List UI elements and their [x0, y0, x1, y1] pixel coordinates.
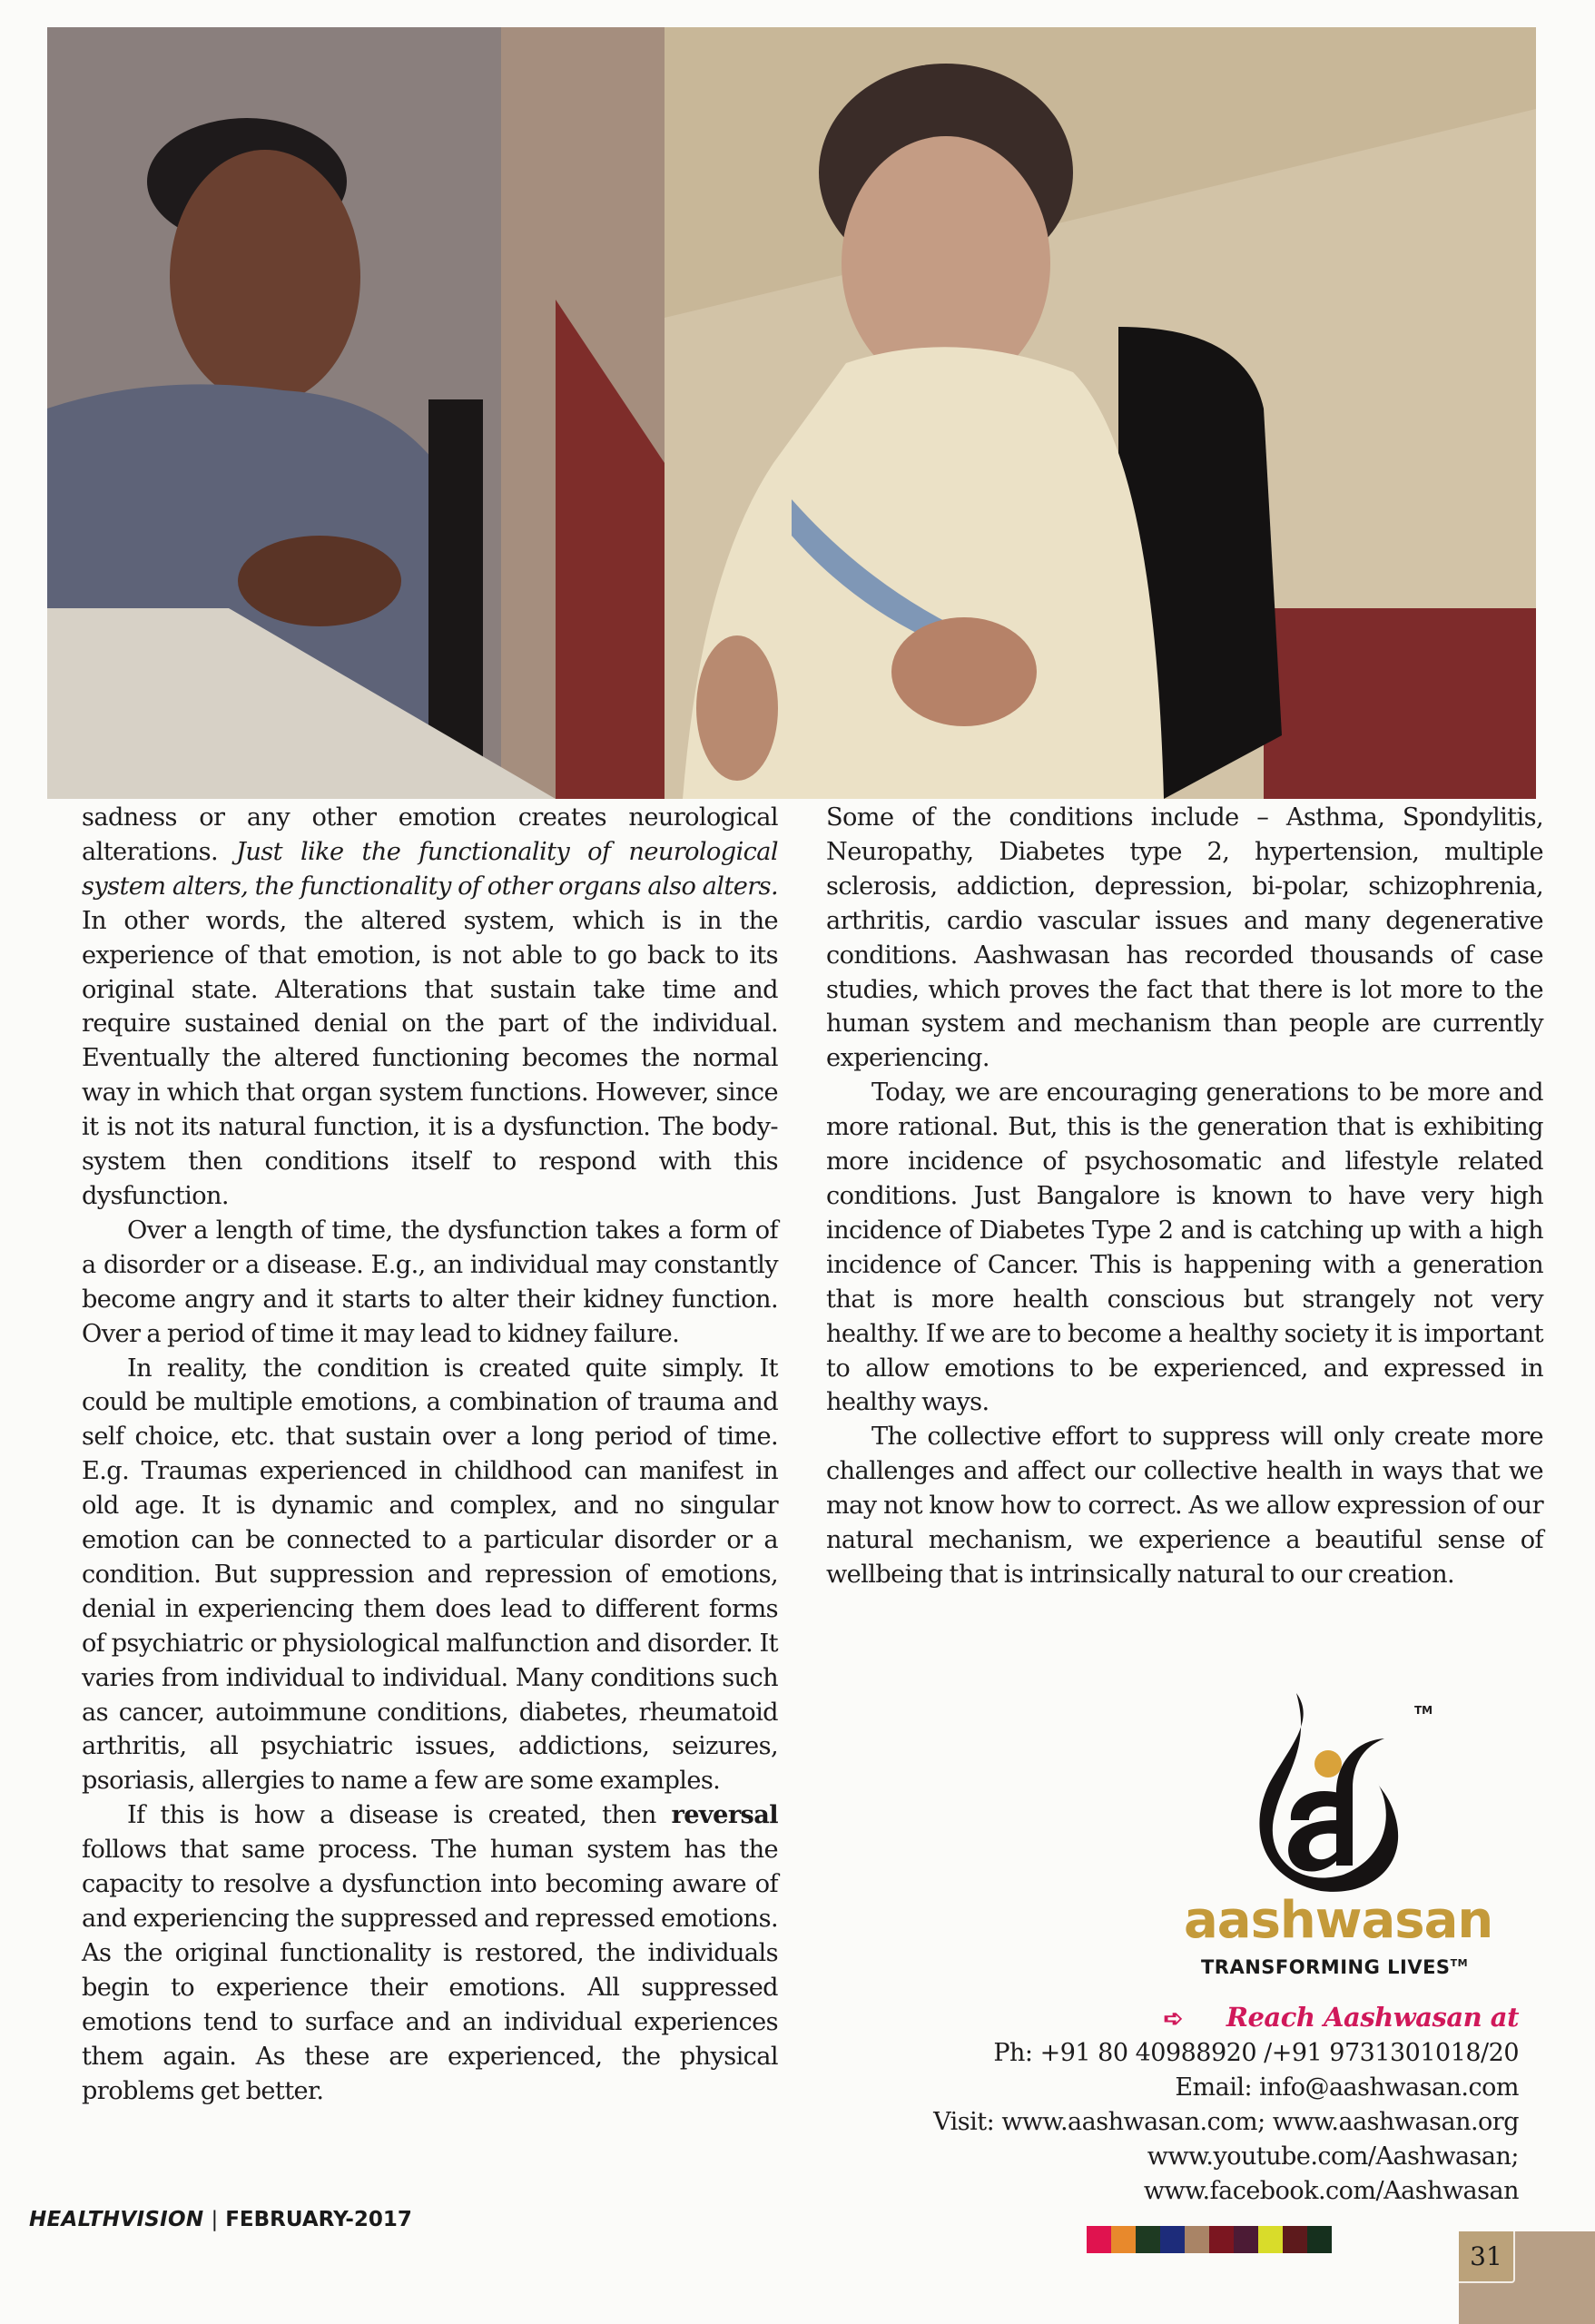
page-number: 31 — [1459, 2231, 1515, 2283]
color-swatch — [1258, 2226, 1283, 2253]
article-column-right — [826, 801, 1543, 1592]
footer-separator: | — [211, 2208, 219, 2231]
paragraph-text: If this is how a disease is created, then — [127, 1801, 672, 1830]
paragraph — [82, 1798, 778, 2108]
reach-label: Reach Aashwasan at — [1226, 2002, 1519, 2033]
arrow-pointer-icon: ➪ — [1163, 2005, 1183, 2033]
color-swatch — [1136, 2226, 1160, 2253]
trademark-mark: TM — [1414, 1704, 1433, 1717]
color-swatch — [1234, 2226, 1258, 2253]
contact-email: Email: info@aashwasan.com — [1175, 2073, 1519, 2102]
color-swatch — [1111, 2226, 1136, 2253]
color-registration-strip — [1087, 2226, 1332, 2253]
contact-facebook: www.facebook.com/Aashwasan — [1143, 2177, 1519, 2205]
tagline-text: TRANSFORMING LIVES — [1200, 1956, 1451, 1978]
article-column-left — [82, 801, 778, 2108]
tagline-trademark: TM — [1450, 1957, 1469, 1969]
color-swatch — [1209, 2226, 1234, 2253]
brand-tagline — [1180, 1956, 1489, 1978]
aashwasan-logo — [1180, 1684, 1507, 1984]
contact-websites: Visit: www.aashwasan.com; www.aashwasan.org — [933, 2108, 1519, 2136]
page-number-tab — [1459, 2231, 1595, 2324]
color-swatch — [1160, 2226, 1185, 2253]
paragraph-text: In other words, the altered system, which is in the experience of that emotion, is not able to go back to its original state. Alterations that sustain take time and require sustained denial on the part of the individual. Eventually the altered functioning becomes the normal way in which that organ system functions. However, since it is not its natural function, it is a dysfunction. The body-system then conditions itself to respond with this dysfunction. — [82, 906, 778, 1210]
page-footer — [29, 2208, 412, 2231]
issue-date: FEBRUARY-2017 — [225, 2208, 412, 2231]
flame-a-logo-icon — [1235, 1684, 1425, 1906]
paragraph: Today, we are encouraging generations to be more and more rational. But, this is the generation that is exhibiting more incidence of psychosomatic and lifestyle related conditions. Just Bangalore is known to have very high incidence of Diabetes Type 2 and is catching up with a high incidence of Cancer. This is happening with a generation that is more health conscious but strangely not very healthy. If we are to become a healthy society it is important to allow emotions to be experienced, and expressed in healthy ways. — [826, 1078, 1543, 1417]
article-photo — [47, 27, 1536, 799]
color-swatch — [1283, 2226, 1307, 2253]
color-swatch — [1307, 2226, 1332, 2253]
paragraph: The collective effort to suppress will only create more challenges and affect our collective health in ways that we may not know how to correct. As we allow expression of our natural mechanism, we experience a beautiful sense of wellbeing that is intrinsically natural to our creation. — [826, 1423, 1543, 1589]
magazine-name: HEALTHVISION — [29, 2208, 204, 2231]
contact-youtube: www.youtube.com/Aashwasan; — [1147, 2142, 1519, 2171]
emphasis-text: Just like the functionality of neurological system alters, the functionality of other organs also alters. — [82, 837, 778, 901]
paragraph — [82, 801, 778, 1214]
paragraph: Some of the conditions include – Asthma, Spondylitis, Neuropathy, Diabetes type 2, hypertension, multiple sclerosis, addiction, depression, bi-polar, schizophrenia, arthritis, cardio vascular issues and many degenerative conditions. Aashwasan has recorded thousands of case studies, which proves the fact that there is lot more to the human system and mechanism than people are currently experiencing. — [826, 803, 1543, 1073]
reach-heading — [829, 2000, 1519, 2036]
brand-name: aashwasan — [1184, 1891, 1493, 1950]
paragraph: In reality, the condition is created quite simply. It could be multiple emotions, a combination of trauma and self choice, etc. that sustain over a long period of time. E.g. Traumas experienced in childhood can manifest in old age. It is dynamic and complex, and no singular emotion can be connected to a particular disorder or a condition. But suppression and repression of emotions, denial in experiencing them does lead to different forms of psychiatric or physiological malfunction and disorder. It varies from individual to individual. Many conditions such as cancer, autoimmune conditions, diabetes, rheumatoid arthritis, all psychiatric issues, addictions, seizures, psoriasis, allergies to name a few are some examples. — [82, 1354, 778, 1796]
paragraph: Over a length of time, the dysfunction takes a form of a disorder or a disease. E.g., an individual may constantly become angry and it starts to alter their kidney function. Over a period of time it may lead to kidney failure. — [82, 1216, 778, 1348]
paragraph-text: follows that same process. The human system has the capacity to resolve a dysfunction into becoming aware of and experiencing the suppressed and repressed emotions. As the original functionality is restored, the individuals begin to experience their emotions. All suppressed emotions tend to surface and an individual experiences them again. As these are experienced, the physical problems get better. — [82, 1836, 778, 2105]
photo-illustration — [47, 27, 1536, 799]
logo-dot — [1314, 1750, 1342, 1777]
bold-text: reversal — [671, 1800, 778, 1830]
color-swatch — [1185, 2226, 1209, 2253]
color-swatch — [1087, 2226, 1111, 2253]
contact-phone: Ph: +91 80 40988920 /+91 9731301018/20 — [993, 2039, 1519, 2067]
contact-block — [829, 2000, 1519, 2209]
paragraph-text: sadness or any other emotion creates neurological alterations. — [82, 803, 778, 866]
